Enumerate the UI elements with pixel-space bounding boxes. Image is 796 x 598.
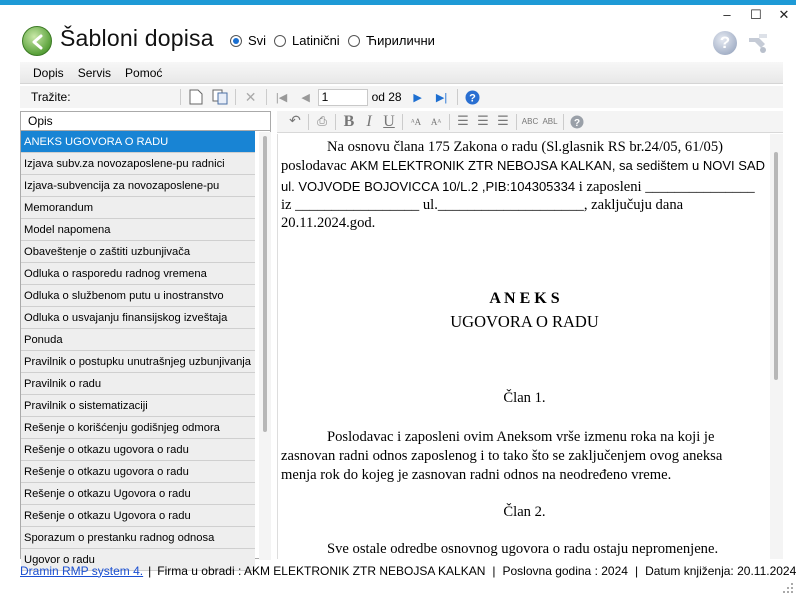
list-item[interactable]: Rešenje o otkazu ugovora o radu xyxy=(21,439,255,461)
status-firma: Firma u obradi : AKM ELEKTRONIK ZTR NEBOJSA KALKAN xyxy=(157,563,486,578)
print-icon[interactable]: ⎙ xyxy=(317,114,327,128)
first-page-icon[interactable]: |◀ xyxy=(275,91,288,104)
underline-icon[interactable]: U xyxy=(383,112,395,130)
help-icon[interactable]: ? xyxy=(713,31,737,55)
menu-pomoc[interactable]: Pomoć xyxy=(125,65,163,80)
toolbar-separator xyxy=(235,89,236,105)
doc-clan: Član 2. xyxy=(503,504,546,520)
toolbar-separator xyxy=(563,114,564,130)
filter-cyrillic-radio[interactable] xyxy=(348,33,435,48)
svg-text:?: ? xyxy=(573,117,581,129)
status-bar xyxy=(20,561,796,580)
filter-label: Latinični xyxy=(292,33,340,48)
doc-clan: Član 1. xyxy=(503,390,546,406)
list-item[interactable]: Pravilnik o postupku unutrašnjeg uzbunjivanja xyxy=(21,351,255,373)
doc-heading: A N E K S xyxy=(489,290,560,307)
last-page-icon[interactable]: ▶| xyxy=(435,91,448,104)
list-items xyxy=(21,131,270,571)
align-right-icon[interactable]: ☰ xyxy=(497,114,509,129)
doc-line: Poslodavac i zaposleni ovim Aneksom vrše izmenu roka na koji je xyxy=(327,429,715,445)
list-item[interactable]: Izjava subv.za novozaposlene-pu radnici xyxy=(21,153,255,175)
toolbar-separator xyxy=(516,114,517,130)
align-left-icon[interactable]: ☰ xyxy=(457,114,469,129)
doc-subheading: UGOVORA O RADU xyxy=(450,312,599,331)
doc-line: Na osnovu člana 175 Zakona o radu (Sl.glasnik RS br.24/05, 61/05) xyxy=(327,139,724,155)
page-number-input[interactable] xyxy=(318,89,368,106)
list-item[interactable]: Rešenje o otkazu Ugovora o radu xyxy=(21,483,255,505)
list-item[interactable]: Rešenje o otkazu Ugovora o radu xyxy=(21,505,255,527)
toolbar-separator xyxy=(266,89,267,105)
filter-all-radio[interactable] xyxy=(230,33,266,48)
spellcheck-options-icon[interactable]: ABL xyxy=(542,117,558,126)
search-input[interactable] xyxy=(77,89,177,105)
editor-toolbar xyxy=(277,111,783,133)
doc-line: Sve ostale odredbe osnovnog ugovora o radu ostaju nepromenjene. xyxy=(327,541,719,557)
editor-help-icon[interactable] xyxy=(568,114,586,130)
doc-line xyxy=(281,179,755,196)
spellcheck-icon[interactable]: ABC xyxy=(521,117,539,126)
page-title: Šabloni dopisa xyxy=(60,25,214,51)
menu-bar xyxy=(20,62,783,84)
template-list xyxy=(20,111,271,566)
list-item[interactable]: Odluka o usvajanju finansijskog izveštaja xyxy=(21,307,255,329)
list-item[interactable]: Rešenje o korišćenju godišnjeg odmora xyxy=(21,417,255,439)
toolbar-separator xyxy=(335,114,336,130)
list-item[interactable]: Sporazum o prestanku radnog odnosa xyxy=(21,527,255,549)
doc-line: menja rok do kojeg je zasnovan radni odnos na neodređeno vreme. xyxy=(281,467,672,483)
doc-text: i zaposleni _______________ xyxy=(575,179,755,195)
list-item[interactable]: Rešenje o otkazu ugovora o radu xyxy=(21,461,255,483)
editor-scrollbar-thumb[interactable] xyxy=(774,152,778,380)
delete-icon[interactable]: ✕ xyxy=(244,88,257,105)
radio-icon xyxy=(274,35,286,47)
help-small-icon[interactable] xyxy=(465,89,481,105)
doc-line: zasnovan radni odnos zaposlenog i to tako što se zaključenjem ovog aneksa xyxy=(281,448,723,464)
list-item[interactable]: Model napomena xyxy=(21,219,255,241)
list-item[interactable]: Izjava-subvencija za novozaposlene-pu xyxy=(21,175,255,197)
filter-latin-radio[interactable] xyxy=(274,33,340,48)
minimize-button[interactable]: – xyxy=(723,7,731,22)
doc-text: poslodavac xyxy=(281,158,351,174)
italic-icon[interactable]: I xyxy=(366,112,372,130)
undo-icon[interactable]: ↶ xyxy=(289,114,301,129)
list-item[interactable]: Pravilnik o radu xyxy=(21,373,255,395)
list-scrollbar[interactable] xyxy=(259,132,271,560)
resize-grip-icon[interactable] xyxy=(782,582,794,594)
list-scrollbar-thumb[interactable] xyxy=(263,136,267,432)
toolbar xyxy=(20,86,783,108)
doc-line: iz _________________ ul.____________________, zaključuju dana xyxy=(281,197,684,213)
toolbar-separator xyxy=(180,89,181,105)
maximize-button[interactable]: ☐ xyxy=(750,7,762,22)
list-item[interactable]: Pravilnik o sistematizaciji xyxy=(21,395,255,417)
list-item[interactable]: Ugovor o radu xyxy=(21,549,255,571)
radio-selected-icon xyxy=(230,35,242,47)
menu-servis[interactable]: Servis xyxy=(77,65,112,80)
new-document-icon[interactable] xyxy=(188,89,204,105)
toolbar-separator xyxy=(457,89,458,105)
status-godina: Poslovna godina : 2024 xyxy=(502,563,628,578)
doc-line: 20.11.2024.god. xyxy=(281,215,376,231)
status-datum: Datum knjiženja: 20.11.2024 xyxy=(645,563,796,578)
doc-company: AKM ELEKTRONIK ZTR NEBOJSA KALKAN, sa sedištem u NOVI SAD xyxy=(350,158,765,173)
editor-scrollbar[interactable] xyxy=(770,134,783,559)
menu-dopis[interactable]: Dopis xyxy=(33,65,64,80)
svg-text:?: ? xyxy=(469,92,476,104)
list-item[interactable]: Obaveštenje o zaštiti uzbunjivača xyxy=(21,241,255,263)
toolbar-separator xyxy=(402,114,403,130)
list-header-opis[interactable]: Opis xyxy=(21,112,270,131)
next-page-icon[interactable]: ▶ xyxy=(413,91,422,104)
list-item[interactable]: Odluka o službenom putu u inostranstvo xyxy=(21,285,255,307)
toolbar-separator xyxy=(449,114,450,130)
copy-document-icon[interactable] xyxy=(212,89,228,105)
font-decrease-icon[interactable]: ᴬA xyxy=(410,116,422,127)
filter-label: Svi xyxy=(248,33,267,48)
list-item[interactable]: Memorandum xyxy=(21,197,255,219)
document-editor[interactable] xyxy=(277,134,770,559)
radio-icon xyxy=(348,35,360,47)
toolbar-separator xyxy=(308,114,309,130)
list-item[interactable]: ANEKS UGOVORA O RADU xyxy=(21,131,255,153)
filter-label: Ћирилични xyxy=(366,33,435,48)
status-separator: | xyxy=(634,563,639,578)
font-increase-icon[interactable]: Aᴬ xyxy=(430,116,442,127)
list-item[interactable]: Odluka o rasporedu radnog vremena xyxy=(21,263,255,285)
tools-icon[interactable] xyxy=(745,30,771,56)
doc-line xyxy=(281,158,765,175)
search-label: Tražite: xyxy=(31,90,71,104)
status-separator: | xyxy=(492,563,496,578)
page-total: od 28 xyxy=(371,90,402,104)
back-button[interactable] xyxy=(22,26,52,56)
align-center-icon[interactable]: ☰ xyxy=(477,114,489,129)
doc-address: ul. VOJVODE BOJOVICCA 10/L.2 ,PIB:104305334 xyxy=(281,179,576,194)
close-button[interactable]: ✕ xyxy=(778,7,790,22)
status-app-link[interactable]: Dramin RMP system 4. xyxy=(20,563,144,578)
arrow-left-icon xyxy=(28,32,48,52)
previous-page-icon[interactable]: ◀ xyxy=(301,91,310,104)
bold-icon[interactable]: B xyxy=(343,112,355,130)
window-accent-bar xyxy=(0,0,796,5)
status-separator: | xyxy=(148,563,152,578)
list-item[interactable]: Ponuda xyxy=(21,329,255,351)
